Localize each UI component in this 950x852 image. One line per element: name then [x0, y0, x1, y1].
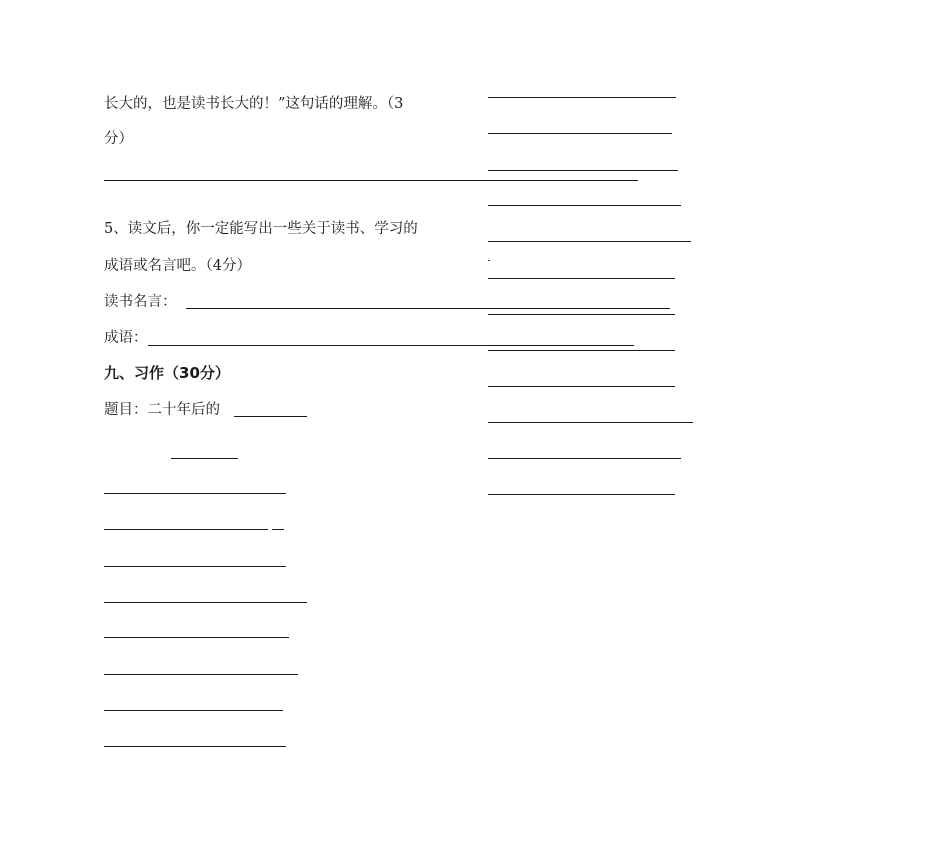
reading-quote-label: 读书名言： [104, 294, 177, 310]
question-4-line-2: 分） [104, 131, 133, 147]
writing-line[interactable] [488, 314, 675, 315]
idiom-answer-line[interactable] [148, 345, 634, 346]
writing-line[interactable] [104, 674, 298, 675]
writing-line[interactable] [488, 133, 672, 134]
stray-mark [488, 260, 490, 261]
writing-line[interactable] [488, 241, 691, 242]
writing-line[interactable] [488, 350, 675, 351]
question-5-line-1: 5、读文后，你一定能写出一些关于读书、学习的 [104, 221, 418, 237]
writing-line[interactable] [171, 458, 238, 459]
answer-line-q4[interactable] [104, 180, 638, 181]
section-9-heading: 九、习作（30分） [104, 364, 230, 382]
writing-line[interactable] [104, 566, 286, 567]
composition-title-label: 题目：二十年后的 [104, 402, 220, 418]
writing-line[interactable] [488, 386, 675, 387]
writing-line[interactable] [104, 602, 307, 603]
writing-line[interactable] [272, 529, 284, 530]
writing-line[interactable] [104, 746, 286, 747]
writing-line[interactable] [488, 278, 675, 279]
writing-line[interactable] [488, 422, 693, 423]
writing-line[interactable] [488, 205, 681, 206]
writing-line[interactable] [488, 97, 676, 98]
writing-line[interactable] [488, 170, 678, 171]
question-4-line-1: 长大的，也是读书长大的！”这句话的理解。（3 [104, 96, 404, 112]
idiom-label: 成语： [104, 330, 148, 346]
writing-line[interactable] [104, 529, 268, 530]
composition-title-blank[interactable] [234, 416, 307, 417]
writing-line[interactable] [104, 493, 286, 494]
question-5-line-2: 成语或名言吧。（4分） [104, 258, 251, 274]
writing-line[interactable] [488, 458, 681, 459]
writing-line[interactable] [104, 710, 283, 711]
writing-line[interactable] [104, 637, 289, 638]
writing-line[interactable] [488, 494, 675, 495]
reading-quote-answer-line[interactable] [186, 308, 670, 309]
